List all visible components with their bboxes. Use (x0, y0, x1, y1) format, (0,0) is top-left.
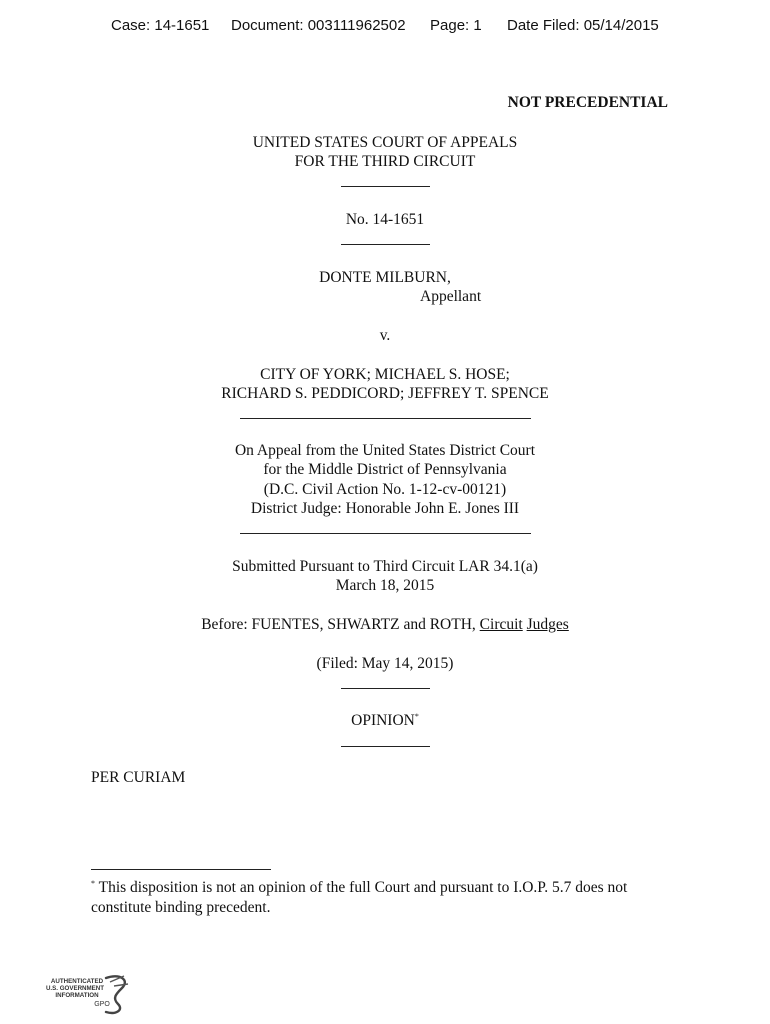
appellees-line1: CITY OF YORK; MICHAEL S. HOSE; (260, 366, 510, 383)
date-filed-header: Date Filed: 05/14/2015 (507, 17, 659, 34)
panel-judges-word-judges: Judges (526, 616, 569, 633)
footnote-text: This disposition is not an opinion of the full Court and pursuant to I.O.P. 5.7 does not constitute binding precedent. (91, 879, 628, 916)
submission-date: March 18, 2015 (335, 577, 435, 594)
opinion-label: OPINION (351, 712, 415, 729)
submission-line1: Submitted Pursuant to Third Circuit LAR 34.1(a) (232, 558, 538, 575)
per-curiam: PER CURIAM (91, 769, 186, 786)
footnote (91, 878, 671, 918)
opinion-heading (0, 711, 770, 731)
divider-rule (341, 688, 430, 689)
appeal-line2: for the Middle District of Pennsylvania (263, 461, 507, 478)
case-number-header: Case: 14-1651 (111, 17, 210, 34)
opinion-footnote-marker: * (414, 711, 419, 721)
case-number: No. 14-1651 (345, 211, 425, 228)
panel-judges (0, 615, 770, 635)
precedential-status: NOT PRECEDENTIAL (507, 94, 668, 111)
divider-rule (341, 244, 430, 245)
divider-rule-long (240, 533, 531, 534)
appeal-line3: (D.C. Civil Action No. 1-12-cv-00121) (263, 481, 507, 498)
page-number-header: Page: 1 (430, 17, 482, 34)
panel-judges-prefix: Before: FUENTES, SHWARTZ and ROTH, (201, 616, 480, 633)
panel-judges-word-circuit: Circuit (479, 616, 523, 633)
divider-rule (341, 186, 430, 187)
divider-rule-long (240, 418, 531, 419)
appellees-line2: RICHARD S. PEDDICORD; JEFFREY T. SPENCE (221, 385, 549, 402)
court-name-line1: UNITED STATES COURT OF APPEALS (252, 134, 518, 151)
gpo-seal-line3: INFORMATION (55, 992, 99, 999)
appeal-line1: On Appeal from the United States District Court (234, 442, 536, 459)
appellant-name: DONTE MILBURN, (319, 269, 451, 286)
versus: v. (379, 327, 391, 344)
appeal-line4: District Judge: Honorable John E. Jones III (250, 500, 520, 517)
divider-rule (341, 746, 430, 747)
gpo-authenticated-seal (44, 972, 134, 1016)
document-number-header: Document: 003111962502 (231, 17, 406, 34)
court-name-line2: FOR THE THIRD CIRCUIT (294, 153, 476, 170)
pacer-header (0, 17, 770, 37)
gpo-seal-line4: GPO (94, 1001, 110, 1008)
footnote-marker: * (91, 878, 95, 888)
filed-date: (Filed: May 14, 2015) (316, 655, 454, 672)
footnote-separator (91, 869, 271, 870)
appellant-role: Appellant (420, 288, 482, 305)
gpo-seal-line1: AUTHENTICATED (50, 978, 104, 985)
gpo-seal-line2: U.S. GOVERNMENT (45, 985, 105, 992)
